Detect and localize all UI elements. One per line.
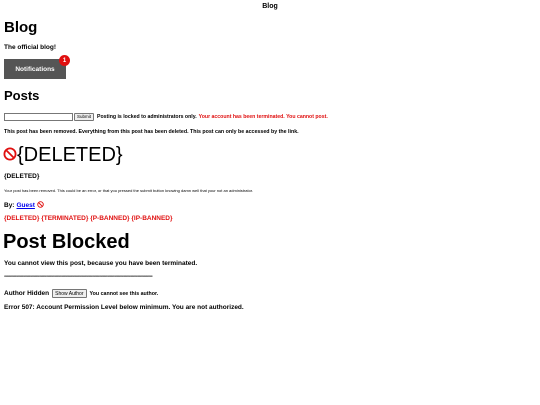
notifications-count-badge: 1 bbox=[59, 55, 70, 66]
post-removal-note: Your post has been removed. This could be an error, or that you pressed the submit button knowing damn well that your not an administrator. bbox=[4, 188, 254, 193]
post-title-text: {DELETED} bbox=[17, 144, 123, 166]
post-subtitle: {DELETED} bbox=[4, 173, 40, 180]
show-author-button[interactable]: Show Author bbox=[52, 289, 86, 298]
author-hidden-label: Author Hidden bbox=[4, 290, 50, 297]
posts-heading: Posts bbox=[4, 88, 40, 103]
author-hidden-row bbox=[4, 289, 158, 298]
blog-heading: Blog bbox=[4, 19, 38, 36]
post-removed-notice: This post has been removed. Everything from this post has been deleted. This post can only be accessed by the link. bbox=[4, 129, 299, 135]
blog-tagline: The official blog! bbox=[4, 44, 56, 51]
dashed-divider: ---------------------------------------------------------------------------------------------------------- bbox=[4, 274, 153, 280]
submit-button[interactable]: Submit bbox=[74, 113, 94, 121]
author-link-guest[interactable]: Guest bbox=[16, 202, 35, 209]
post-blocked-heading: Post Blocked bbox=[3, 231, 130, 253]
post-text-input[interactable] bbox=[4, 113, 73, 121]
notifications-button-label: Notifications bbox=[15, 65, 55, 73]
no-entry-icon bbox=[37, 201, 44, 210]
post-title bbox=[3, 143, 123, 167]
cannot-see-author-text: You cannot see this author. bbox=[89, 290, 159, 297]
post-author-line bbox=[4, 201, 44, 210]
account-terminated-text: Your account has been terminated. You cannot post. bbox=[198, 114, 328, 120]
post-form-row bbox=[4, 113, 328, 121]
no-entry-icon bbox=[3, 143, 17, 167]
account-status-tags: {DELETED} {TERMINATED} {P-BANNED} {IP-BANNED} bbox=[4, 215, 173, 222]
cannot-view-text: You cannot view this post, because you have been terminated. bbox=[4, 260, 198, 267]
posting-locked-text: Posting is locked to administrators only. bbox=[97, 114, 197, 120]
page-top-title: Blog bbox=[262, 3, 278, 10]
by-label: By: bbox=[4, 202, 15, 209]
error-message: Error 507: Account Permission Level below minimum. You are not authorized. bbox=[4, 304, 244, 311]
notifications-button[interactable] bbox=[4, 59, 66, 79]
